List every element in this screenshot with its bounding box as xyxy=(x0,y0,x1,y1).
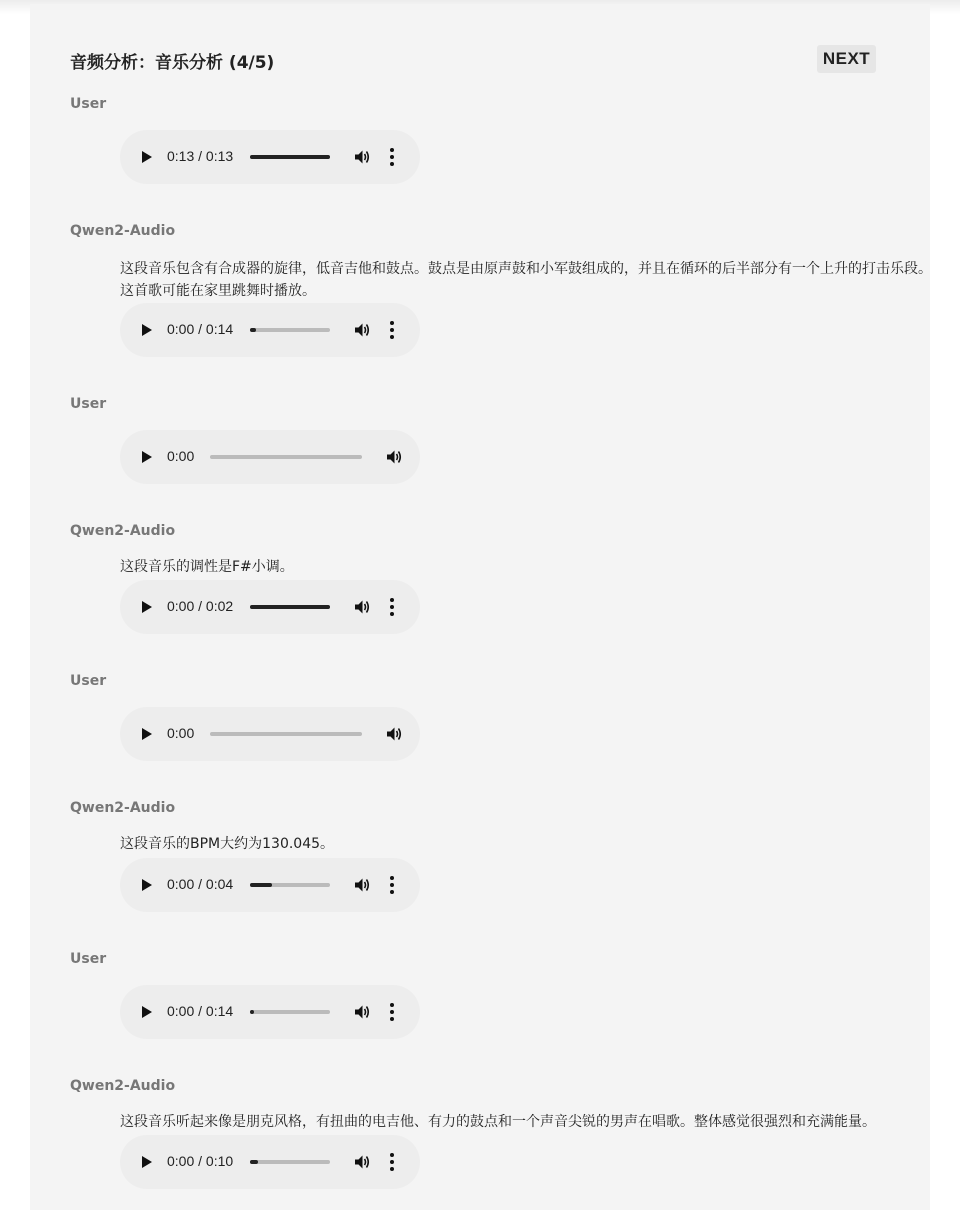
seek-progress xyxy=(250,883,272,887)
seek-progress xyxy=(250,1160,258,1164)
play-icon[interactable] xyxy=(142,879,152,891)
speaker-label: Qwen2-Audio xyxy=(70,1078,176,1094)
seek-bar[interactable] xyxy=(250,883,330,887)
more-options-icon[interactable] xyxy=(390,1003,394,1021)
play-icon[interactable] xyxy=(142,1156,152,1168)
time-display: 0:00 xyxy=(167,725,195,741)
volume-icon[interactable] xyxy=(354,322,370,338)
play-icon[interactable] xyxy=(142,451,152,463)
next-button[interactable]: NEXT xyxy=(817,45,876,73)
audio-player[interactable] xyxy=(120,580,420,634)
speaker-label: User xyxy=(70,96,107,112)
message-text: 这段音乐听起来像是朋克风格，有扭曲的电吉他、有力的鼓点和一个声音尖锐的男声在唱歌。整体感觉很强烈和充满能量。 xyxy=(120,1114,876,1130)
speaker-label: Qwen2-Audio xyxy=(70,223,176,239)
play-icon[interactable] xyxy=(142,601,152,613)
seek-bar[interactable] xyxy=(250,605,330,609)
play-icon[interactable] xyxy=(142,324,152,336)
seek-bar[interactable] xyxy=(210,732,362,736)
speaker-label: Qwen2-Audio xyxy=(70,800,176,816)
speaker-label: User xyxy=(70,951,107,967)
speaker-label: Qwen2-Audio xyxy=(70,523,176,539)
audio-player[interactable] xyxy=(120,707,420,761)
play-icon[interactable] xyxy=(142,151,152,163)
speaker-label: User xyxy=(70,673,107,689)
more-options-icon[interactable] xyxy=(390,1153,394,1171)
time-display: 0:00 / 0:04 xyxy=(167,876,234,892)
message-text: 这段音乐包含有合成器的旋律，低音吉他和鼓点。鼓点是由原声鼓和小军鼓组成的，并且在循环的后半部分有一个上升的打击乐段。这首歌可能在家里跳舞时播放。 xyxy=(120,261,932,299)
volume-icon[interactable] xyxy=(386,726,402,742)
time-display: 0:00 / 0:10 xyxy=(167,1153,234,1169)
chat-panel xyxy=(30,4,930,1210)
seek-progress xyxy=(250,605,330,609)
audio-player[interactable] xyxy=(120,303,420,357)
volume-icon[interactable] xyxy=(386,449,402,465)
more-options-icon[interactable] xyxy=(390,148,394,166)
play-icon[interactable] xyxy=(142,728,152,740)
seek-progress xyxy=(250,155,330,159)
audio-player[interactable] xyxy=(120,130,420,184)
time-display: 0:00 / 0:02 xyxy=(167,598,234,614)
audio-player[interactable] xyxy=(120,1135,420,1189)
seek-bar[interactable] xyxy=(250,328,330,332)
page-title: 音频分析：音乐分析 (4/5) xyxy=(70,53,275,73)
seek-progress xyxy=(250,1010,254,1014)
volume-icon[interactable] xyxy=(354,149,370,165)
message-text: 这段音乐的调性是F#小调。 xyxy=(120,559,294,575)
volume-icon[interactable] xyxy=(354,1154,370,1170)
seek-progress xyxy=(250,328,256,332)
audio-player[interactable] xyxy=(120,985,420,1039)
volume-icon[interactable] xyxy=(354,877,370,893)
more-options-icon[interactable] xyxy=(390,321,394,339)
play-icon[interactable] xyxy=(142,1006,152,1018)
seek-bar[interactable] xyxy=(210,455,362,459)
time-display: 0:00 xyxy=(167,448,195,464)
audio-player[interactable] xyxy=(120,858,420,912)
audio-player[interactable] xyxy=(120,430,420,484)
time-display: 0:00 / 0:14 xyxy=(167,1003,234,1019)
more-options-icon[interactable] xyxy=(390,598,394,616)
speaker-label: User xyxy=(70,396,107,412)
more-options-icon[interactable] xyxy=(390,876,394,894)
volume-icon[interactable] xyxy=(354,1004,370,1020)
time-display: 0:00 / 0:14 xyxy=(167,321,234,337)
message-text: 这段音乐的BPM大约为130.045。 xyxy=(120,836,335,852)
seek-bar[interactable] xyxy=(250,155,330,159)
volume-icon[interactable] xyxy=(354,599,370,615)
seek-bar[interactable] xyxy=(250,1160,330,1164)
seek-bar[interactable] xyxy=(250,1010,330,1014)
time-display: 0:13 / 0:13 xyxy=(167,148,234,164)
